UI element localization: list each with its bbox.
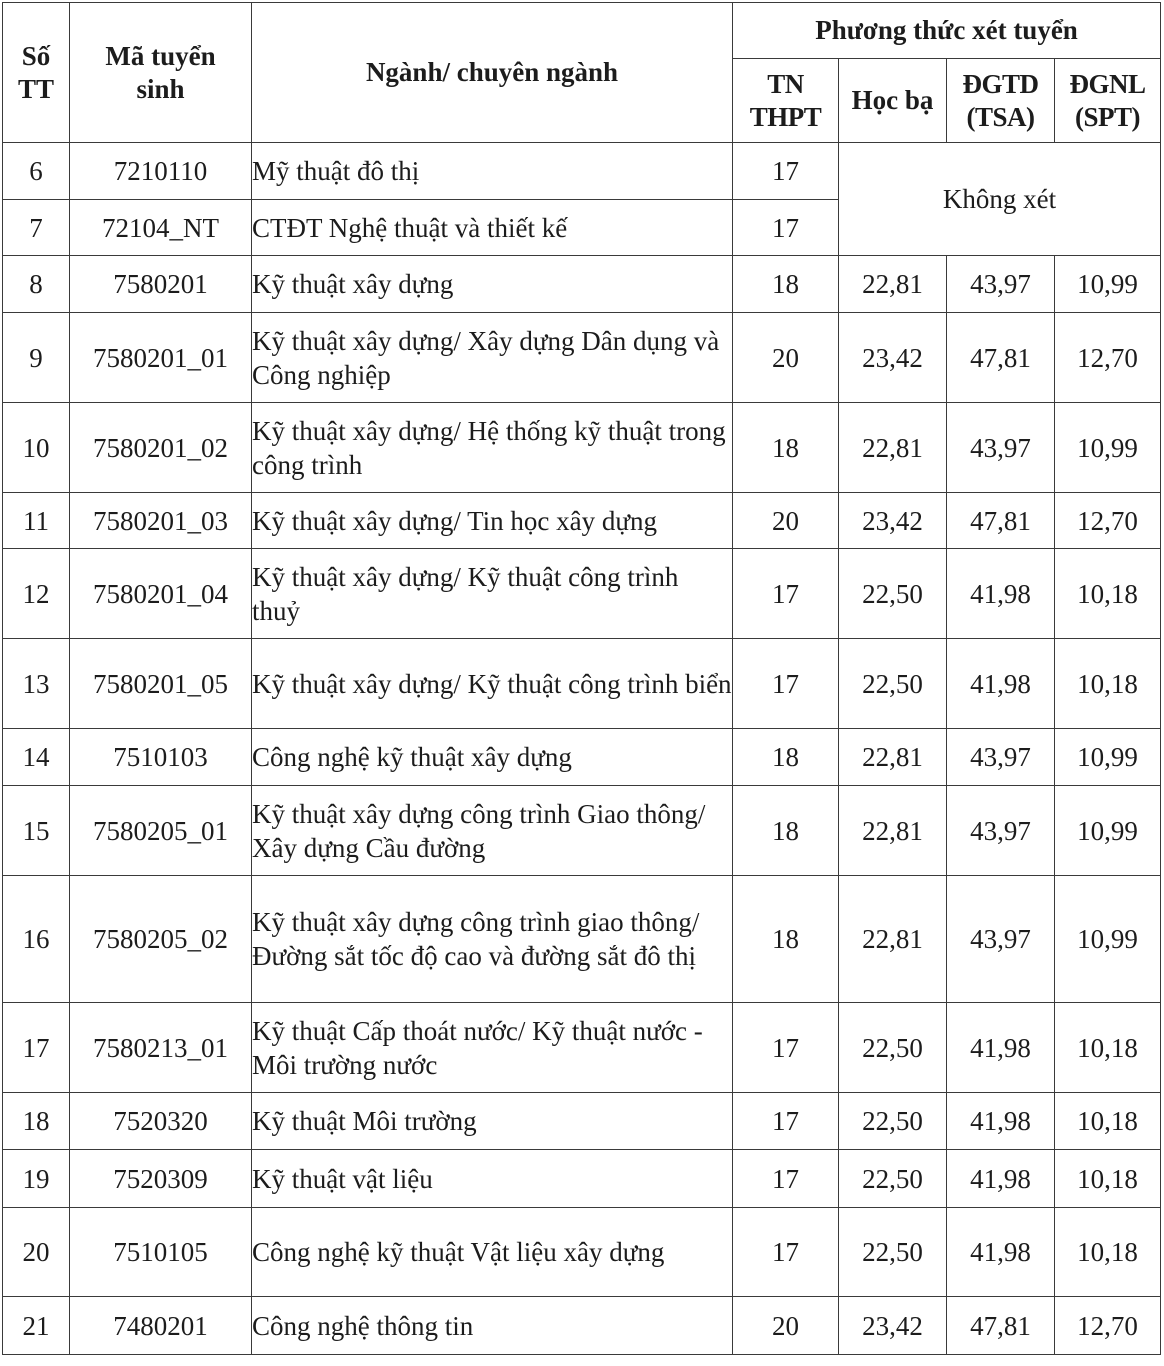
cell-tn-thpt: 17 bbox=[733, 1003, 839, 1093]
cell-nganh: Kỹ thuật vật liệu bbox=[252, 1150, 733, 1208]
cell-stt: 14 bbox=[3, 729, 70, 786]
cell-hoc-ba: 23,42 bbox=[839, 313, 947, 403]
cell-tn-thpt: 17 bbox=[733, 143, 839, 200]
cell-dgnl: 10,18 bbox=[1055, 1003, 1161, 1093]
cell-nganh: Kỹ thuật xây dựng bbox=[252, 256, 733, 313]
cell-ma: 7580201 bbox=[70, 256, 252, 313]
cell-hoc-ba: 22,81 bbox=[839, 256, 947, 313]
cell-stt: 11 bbox=[3, 493, 70, 549]
cell-nganh: Kỹ thuật xây dựng/ Kỹ thuật công trình thuỷ bbox=[252, 549, 733, 639]
cell-ma: 7510105 bbox=[70, 1208, 252, 1297]
cell-nganh: Công nghệ kỹ thuật Vật liệu xây dựng bbox=[252, 1208, 733, 1297]
table-row bbox=[3, 639, 1161, 729]
table-row bbox=[3, 403, 1161, 493]
table-header bbox=[3, 3, 1161, 143]
cell-dgtd: 41,98 bbox=[947, 1208, 1055, 1297]
cell-ma: 7520309 bbox=[70, 1150, 252, 1208]
cell-stt: 19 bbox=[3, 1150, 70, 1208]
cell-hoc-ba: 22,81 bbox=[839, 729, 947, 786]
cell-tn-thpt: 17 bbox=[733, 639, 839, 729]
cell-ma: 7580201_04 bbox=[70, 549, 252, 639]
cell-stt: 20 bbox=[3, 1208, 70, 1297]
cell-dgnl: 10,99 bbox=[1055, 729, 1161, 786]
cell-dgtd: 47,81 bbox=[947, 313, 1055, 403]
cell-nganh: Mỹ thuật đô thị bbox=[252, 143, 733, 200]
cell-dgnl: 10,18 bbox=[1055, 1150, 1161, 1208]
cell-dgtd: 47,81 bbox=[947, 1297, 1055, 1355]
cell-tn-thpt: 17 bbox=[733, 200, 839, 256]
cell-ma: 7580201_03 bbox=[70, 493, 252, 549]
cell-dgnl: 10,18 bbox=[1055, 639, 1161, 729]
cell-nganh: Công nghệ thông tin bbox=[252, 1297, 733, 1355]
header-phuong-thuc: Phương thức xét tuyển bbox=[733, 3, 1161, 59]
cell-stt: 15 bbox=[3, 786, 70, 876]
cell-dgnl: 12,70 bbox=[1055, 313, 1161, 403]
cell-tn-thpt: 20 bbox=[733, 493, 839, 549]
cell-tn-thpt: 18 bbox=[733, 876, 839, 1003]
cell-nganh: Kỹ thuật xây dựng/ Xây dựng Dân dụng và Công nghiệp bbox=[252, 313, 733, 403]
header-ma: Mã tuyển sinh bbox=[70, 3, 252, 143]
table-row bbox=[3, 313, 1161, 403]
table-row bbox=[3, 786, 1161, 876]
cell-hoc-ba: 22,50 bbox=[839, 1150, 947, 1208]
table-row bbox=[3, 1093, 1161, 1150]
table-row bbox=[3, 1003, 1161, 1093]
header-method-dgtd: ĐGTD (TSA) bbox=[947, 59, 1055, 143]
cell-dgtd: 41,98 bbox=[947, 1093, 1055, 1150]
table-row bbox=[3, 729, 1161, 786]
cell-hoc-ba: 22,81 bbox=[839, 876, 947, 1003]
cell-hoc-ba: 22,50 bbox=[839, 639, 947, 729]
cell-nganh: Kỹ thuật xây dựng công trình giao thông/ Đường sắt tốc độ cao và đường sắt đô thị bbox=[252, 876, 733, 1003]
header-method-hoc-ba: Học bạ bbox=[839, 59, 947, 143]
cell-nganh: Kỹ thuật Môi trường bbox=[252, 1093, 733, 1150]
cell-stt: 12 bbox=[3, 549, 70, 639]
cell-nganh: Công nghệ kỹ thuật xây dựng bbox=[252, 729, 733, 786]
cell-dgtd: 41,98 bbox=[947, 549, 1055, 639]
cell-dgtd: 43,97 bbox=[947, 876, 1055, 1003]
cell-ma: 72104_NT bbox=[70, 200, 252, 256]
cell-stt: 7 bbox=[3, 200, 70, 256]
cell-dgtd: 47,81 bbox=[947, 493, 1055, 549]
cell-dgtd: 41,98 bbox=[947, 639, 1055, 729]
cell-tn-thpt: 17 bbox=[733, 1093, 839, 1150]
cell-hoc-ba: 22,50 bbox=[839, 549, 947, 639]
cell-dgtd: 41,98 bbox=[947, 1150, 1055, 1208]
cell-stt: 17 bbox=[3, 1003, 70, 1093]
cell-hoc-ba: 23,42 bbox=[839, 1297, 947, 1355]
cell-tn-thpt: 18 bbox=[733, 256, 839, 313]
cell-stt: 21 bbox=[3, 1297, 70, 1355]
header-stt: Số TT bbox=[3, 3, 70, 143]
table-row bbox=[3, 1150, 1161, 1208]
cell-hoc-ba: 22,50 bbox=[839, 1093, 947, 1150]
cell-tn-thpt: 18 bbox=[733, 403, 839, 493]
cell-hoc-ba: 22,50 bbox=[839, 1003, 947, 1093]
admission-score-table bbox=[2, 2, 1161, 1355]
cell-dgtd: 43,97 bbox=[947, 256, 1055, 313]
cell-tn-thpt: 20 bbox=[733, 313, 839, 403]
cell-tn-thpt: 18 bbox=[733, 729, 839, 786]
cell-nganh: Kỹ thuật xây dựng/ Hệ thống kỹ thuật trong công trình bbox=[252, 403, 733, 493]
cell-nganh: Kỹ thuật Cấp thoát nước/ Kỹ thuật nước - Môi trường nước bbox=[252, 1003, 733, 1093]
cell-dgnl: 10,18 bbox=[1055, 1208, 1161, 1297]
cell-hoc-ba: 22,81 bbox=[839, 403, 947, 493]
table-row bbox=[3, 256, 1161, 313]
cell-dgnl: 10,99 bbox=[1055, 786, 1161, 876]
cell-tn-thpt: 18 bbox=[733, 786, 839, 876]
cell-hoc-ba: 22,81 bbox=[839, 786, 947, 876]
cell-nganh: Kỹ thuật xây dựng/ Kỹ thuật công trình biển bbox=[252, 639, 733, 729]
cell-ma: 7580201_01 bbox=[70, 313, 252, 403]
cell-tn-thpt: 20 bbox=[733, 1297, 839, 1355]
cell-ma: 7580205_01 bbox=[70, 786, 252, 876]
cell-hoc-ba: 22,50 bbox=[839, 1208, 947, 1297]
cell-dgtd: 43,97 bbox=[947, 786, 1055, 876]
header-nganh: Ngành/ chuyên ngành bbox=[252, 3, 733, 143]
cell-tn-thpt: 17 bbox=[733, 549, 839, 639]
cell-ma: 7480201 bbox=[70, 1297, 252, 1355]
cell-stt: 9 bbox=[3, 313, 70, 403]
cell-stt: 6 bbox=[3, 143, 70, 200]
cell-stt: 16 bbox=[3, 876, 70, 1003]
cell-ma: 7520320 bbox=[70, 1093, 252, 1150]
cell-dgnl: 12,70 bbox=[1055, 1297, 1161, 1355]
cell-ma: 7580205_02 bbox=[70, 876, 252, 1003]
cell-stt: 10 bbox=[3, 403, 70, 493]
cell-dgnl: 10,18 bbox=[1055, 549, 1161, 639]
cell-dgnl: 10,99 bbox=[1055, 876, 1161, 1003]
cell-ma: 7580213_01 bbox=[70, 1003, 252, 1093]
cell-dgnl: 10,99 bbox=[1055, 256, 1161, 313]
table-row bbox=[3, 143, 1161, 200]
cell-not-considered: Không xét bbox=[839, 143, 1161, 256]
cell-tn-thpt: 17 bbox=[733, 1208, 839, 1297]
cell-ma: 7580201_05 bbox=[70, 639, 252, 729]
cell-ma: 7210110 bbox=[70, 143, 252, 200]
cell-nganh: Kỹ thuật xây dựng/ Tin học xây dựng bbox=[252, 493, 733, 549]
cell-hoc-ba: 23,42 bbox=[839, 493, 947, 549]
cell-dgtd: 43,97 bbox=[947, 403, 1055, 493]
cell-nganh: CTĐT Nghệ thuật và thiết kế bbox=[252, 200, 733, 256]
cell-ma: 7580201_02 bbox=[70, 403, 252, 493]
cell-dgnl: 12,70 bbox=[1055, 493, 1161, 549]
cell-nganh: Kỹ thuật xây dựng công trình Giao thông/ Xây dựng Cầu đường bbox=[252, 786, 733, 876]
table-row bbox=[3, 549, 1161, 639]
cell-stt: 8 bbox=[3, 256, 70, 313]
cell-dgnl: 10,99 bbox=[1055, 403, 1161, 493]
cell-tn-thpt: 17 bbox=[733, 1150, 839, 1208]
cell-dgtd: 43,97 bbox=[947, 729, 1055, 786]
cell-stt: 18 bbox=[3, 1093, 70, 1150]
header-method-tn-thpt: TN THPT bbox=[733, 59, 839, 143]
cell-ma: 7510103 bbox=[70, 729, 252, 786]
header-method-dgnl: ĐGNL (SPT) bbox=[1055, 59, 1161, 143]
table-row bbox=[3, 493, 1161, 549]
cell-stt: 13 bbox=[3, 639, 70, 729]
table-row bbox=[3, 876, 1161, 1003]
cell-dgtd: 41,98 bbox=[947, 1003, 1055, 1093]
table-row bbox=[3, 1208, 1161, 1297]
table-row bbox=[3, 1297, 1161, 1355]
cell-dgnl: 10,18 bbox=[1055, 1093, 1161, 1150]
table-body bbox=[3, 143, 1161, 1355]
